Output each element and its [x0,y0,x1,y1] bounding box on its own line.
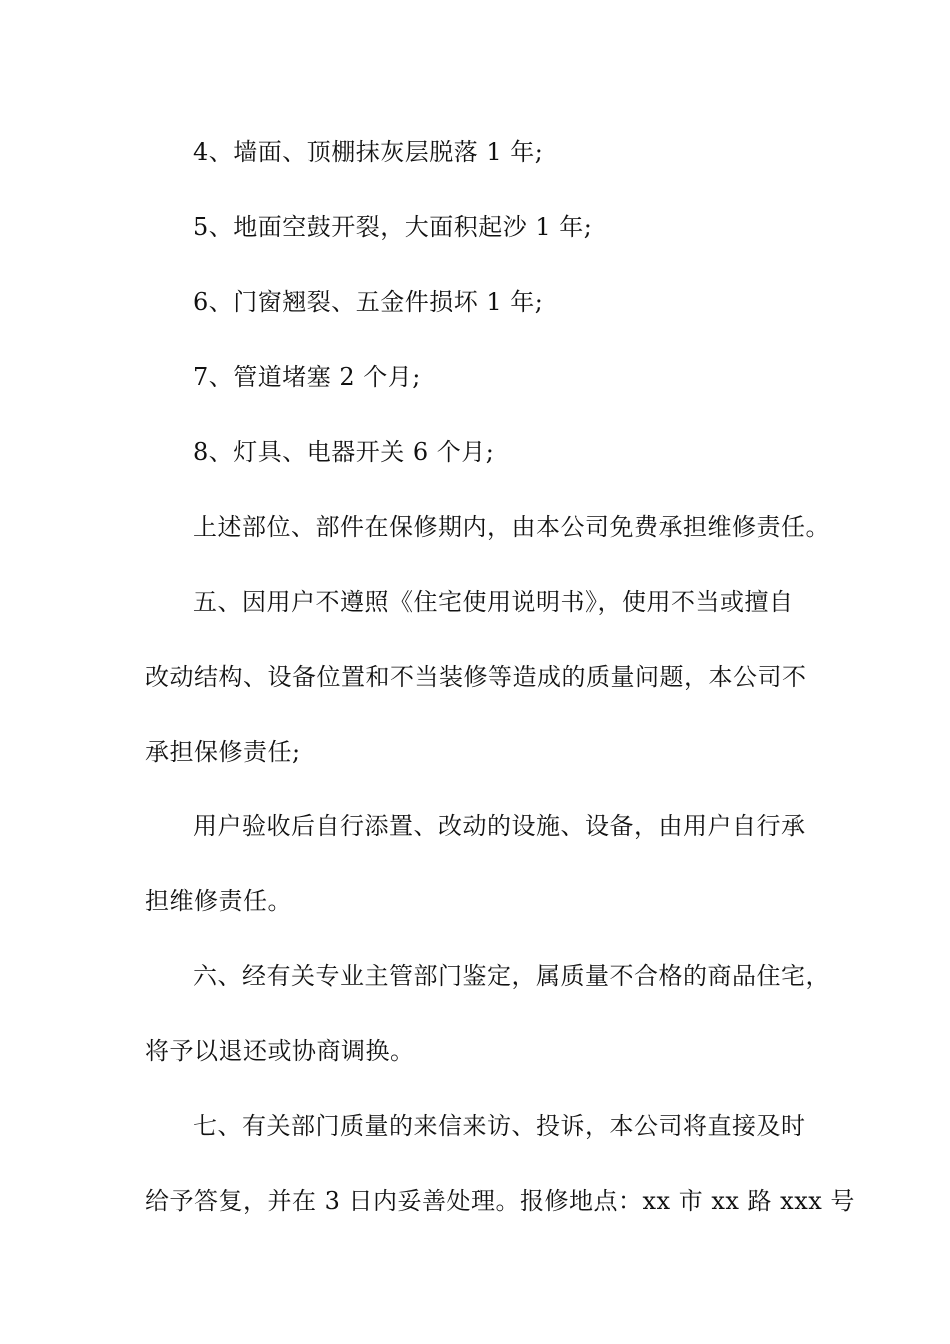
warranty-item-8: 8、灯具、电器开关 6 个月; [193,438,495,466]
clause-6-line-1: 六、经有关专业主管部门鉴定，属质量不合格的商品住宅， [193,962,830,990]
warranty-item-4: 4、墙面、顶棚抹灰层脱落 1 年; [193,138,544,166]
clause-7-line-1: 七、有关部门质量的来信来访、投诉，本公司将直接及时 [193,1112,806,1140]
clause-7-line-2: 给予答复，并在 3 日内妥善处理。报修地点：xx 市 xx 路 xxx 号 [145,1187,855,1215]
clause-5-line-2: 改动结构、设备位置和不当装修等造成的质量问题，本公司不 [145,663,807,691]
warranty-item-6: 6、门窗翘裂、五金件损坏 1 年; [193,288,544,316]
warranty-summary: 上述部位、部件在保修期内，由本公司免费承担维修责任。 [193,513,830,541]
clause-5-line-3: 承担保修责任; [145,738,301,766]
clause-5-addendum-line-1: 用户验收后自行添置、改动的设施、设备，由用户自行承 [193,812,806,840]
clause-5-addendum-line-2: 担维修责任。 [145,887,292,915]
clause-6-line-2: 将予以退还或协商调换。 [145,1037,415,1065]
warranty-item-5: 5、地面空鼓开裂，大面积起沙 1 年; [193,213,593,241]
warranty-item-7: 7、管道堵塞 2 个月; [193,363,421,391]
clause-5-line-1: 五、因用户不遵照《住宅使用说明书》，使用不当或擅自 [193,588,794,616]
